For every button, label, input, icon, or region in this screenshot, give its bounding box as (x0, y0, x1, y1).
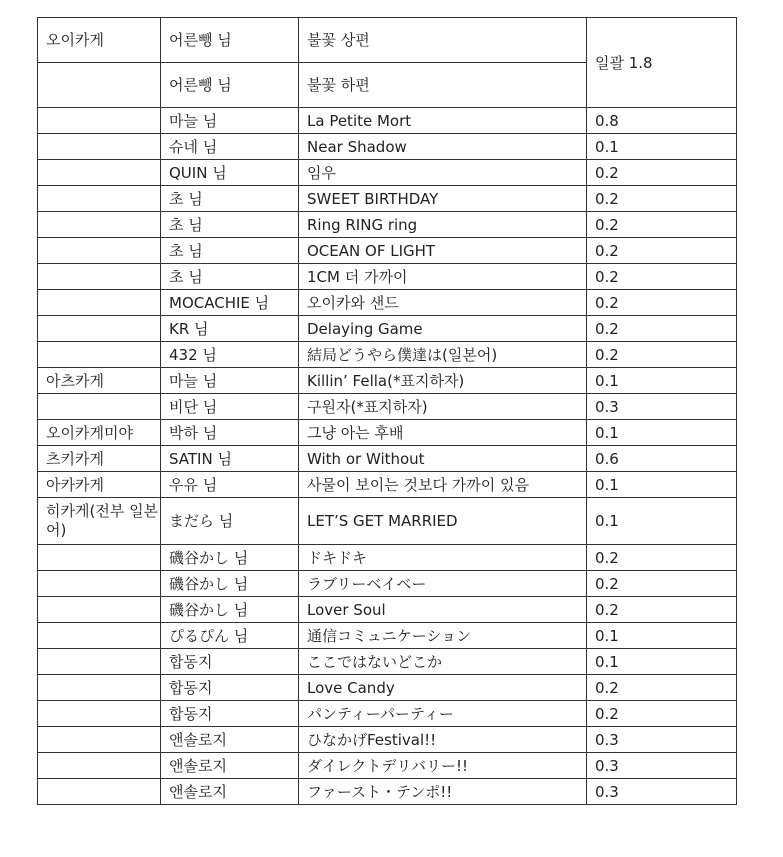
table-row (38, 472, 737, 498)
price-cell: 0.2 (587, 160, 737, 186)
author-cell: SATIN 님 (161, 446, 299, 472)
author-cell: MOCACHIE 님 (161, 290, 299, 316)
store-cell (38, 394, 161, 420)
author-cell: 磯谷かし 님 (161, 571, 299, 597)
title-cell: 불꽃 하편 (299, 63, 587, 108)
price-cell: 0.2 (587, 238, 737, 264)
table-row (38, 545, 737, 571)
author-cell: 합동지 (161, 701, 299, 727)
table-row (38, 675, 737, 701)
table-row (38, 316, 737, 342)
author-cell: 磯谷かし 님 (161, 545, 299, 571)
table-row (38, 753, 737, 779)
table-row (38, 597, 737, 623)
store-cell (38, 238, 161, 264)
table-row (38, 18, 737, 63)
table-row (38, 238, 737, 264)
price-cell: 0.6 (587, 446, 737, 472)
table-row (38, 779, 737, 805)
title-cell: 불꽃 상편 (299, 18, 587, 63)
author-cell: ぴるぴん 님 (161, 623, 299, 649)
title-cell: ダイレクトデリバリー!! (299, 753, 587, 779)
price-cell: 0.2 (587, 701, 737, 727)
title-cell: 1CM 더 가까이 (299, 264, 587, 290)
store-cell (38, 108, 161, 134)
listing-table-body (38, 18, 737, 805)
store-cell (38, 134, 161, 160)
author-cell: 우유 님 (161, 472, 299, 498)
price-cell: 0.2 (587, 186, 737, 212)
price-cell: 0.2 (587, 545, 737, 571)
title-cell: 구원자(*표지하자) (299, 394, 587, 420)
title-cell: Ring RING ring (299, 212, 587, 238)
price-cell: 0.3 (587, 753, 737, 779)
author-cell: 어른뺑 님 (161, 63, 299, 108)
title-cell: ひなかげFestival!! (299, 727, 587, 753)
table-row (38, 134, 737, 160)
price-cell: 0.8 (587, 108, 737, 134)
title-cell: 結局どうやら僕達は(일본어) (299, 342, 587, 368)
price-cell: 0.1 (587, 368, 737, 394)
author-cell: 마늘 님 (161, 108, 299, 134)
store-cell (38, 727, 161, 753)
table-row (38, 264, 737, 290)
price-cell: 0.2 (587, 342, 737, 368)
price-cell: 0.2 (587, 264, 737, 290)
store-cell: 츠키카게 (38, 446, 161, 472)
title-cell: 오이카와 샌드 (299, 290, 587, 316)
table-row (38, 108, 737, 134)
author-cell: 앤솔로지 (161, 753, 299, 779)
title-cell: 사물이 보이는 것보다 가까이 있음 (299, 472, 587, 498)
table-row (38, 446, 737, 472)
store-cell (38, 701, 161, 727)
table-row (38, 649, 737, 675)
table-row (38, 212, 737, 238)
author-cell: 비단 님 (161, 394, 299, 420)
price-cell: 0.3 (587, 727, 737, 753)
store-cell (38, 545, 161, 571)
author-cell: 초 님 (161, 212, 299, 238)
table-row (38, 420, 737, 446)
title-cell: With or Without (299, 446, 587, 472)
store-cell (38, 597, 161, 623)
store-cell: 히카게(전부 일본어) (38, 498, 161, 545)
price-cell: 0.2 (587, 597, 737, 623)
price-cell: 0.3 (587, 779, 737, 805)
table-row (38, 727, 737, 753)
title-cell: Lover Soul (299, 597, 587, 623)
author-cell: まだら 님 (161, 498, 299, 545)
author-cell: QUIN 님 (161, 160, 299, 186)
table-row (38, 342, 737, 368)
price-cell: 0.2 (587, 675, 737, 701)
table-row (38, 394, 737, 420)
table-row (38, 368, 737, 394)
store-cell: 아츠카게 (38, 368, 161, 394)
table-row (38, 701, 737, 727)
author-cell: 磯谷かし 님 (161, 597, 299, 623)
title-cell: 通信コミュニケーション (299, 623, 587, 649)
price-cell: 0.2 (587, 316, 737, 342)
store-cell (38, 212, 161, 238)
store-cell (38, 675, 161, 701)
title-cell: 임우 (299, 160, 587, 186)
author-cell: 초 님 (161, 264, 299, 290)
store-cell (38, 264, 161, 290)
store-cell (38, 342, 161, 368)
store-cell (38, 290, 161, 316)
author-cell: 합동지 (161, 649, 299, 675)
title-cell: 그냥 아는 후배 (299, 420, 587, 446)
store-cell (38, 160, 161, 186)
table-row (38, 498, 737, 545)
author-cell: 432 님 (161, 342, 299, 368)
title-cell: Near Shadow (299, 134, 587, 160)
author-cell: 박하 님 (161, 420, 299, 446)
store-cell (38, 753, 161, 779)
store-cell (38, 779, 161, 805)
table-row (38, 160, 737, 186)
author-cell: 슈네 님 (161, 134, 299, 160)
table-row (38, 290, 737, 316)
author-cell: 초 님 (161, 238, 299, 264)
price-cell: 0.1 (587, 623, 737, 649)
title-cell: パンティーパーティー (299, 701, 587, 727)
title-cell: Love Candy (299, 675, 587, 701)
store-cell (38, 186, 161, 212)
store-cell (38, 649, 161, 675)
store-cell: 오이카게 (38, 18, 161, 63)
price-cell: 0.1 (587, 649, 737, 675)
title-cell: Killin’ Fella(*표지하자) (299, 368, 587, 394)
store-cell (38, 316, 161, 342)
author-cell: 앤솔로지 (161, 779, 299, 805)
title-cell: LET’S GET MARRIED (299, 498, 587, 545)
price-cell: 0.1 (587, 472, 737, 498)
title-cell: ここではないどこか (299, 649, 587, 675)
title-cell: SWEET BIRTHDAY (299, 186, 587, 212)
author-cell: 앤솔로지 (161, 727, 299, 753)
title-cell: ファースト・テンポ!! (299, 779, 587, 805)
store-cell: 아카카게 (38, 472, 161, 498)
author-cell: 마늘 님 (161, 368, 299, 394)
price-cell: 0.1 (587, 134, 737, 160)
table-row (38, 571, 737, 597)
price-cell: 0.2 (587, 290, 737, 316)
price-cell: 0.1 (587, 498, 737, 545)
listing-table (37, 17, 737, 805)
title-cell: OCEAN OF LIGHT (299, 238, 587, 264)
store-cell (38, 623, 161, 649)
table-row (38, 186, 737, 212)
store-cell (38, 63, 161, 108)
price-cell: 0.2 (587, 571, 737, 597)
author-cell: 어른뺑 님 (161, 18, 299, 63)
table-row (38, 623, 737, 649)
title-cell: La Petite Mort (299, 108, 587, 134)
author-cell: KR 님 (161, 316, 299, 342)
store-cell (38, 571, 161, 597)
title-cell: Delaying Game (299, 316, 587, 342)
price-cell: 0.3 (587, 394, 737, 420)
title-cell: ラブリーベイベー (299, 571, 587, 597)
store-cell: 오이카게미야 (38, 420, 161, 446)
bundle-price-cell: 일괄 1.8 (587, 18, 737, 108)
title-cell: ドキドキ (299, 545, 587, 571)
price-cell: 0.1 (587, 420, 737, 446)
author-cell: 합동지 (161, 675, 299, 701)
price-cell: 0.2 (587, 212, 737, 238)
author-cell: 초 님 (161, 186, 299, 212)
